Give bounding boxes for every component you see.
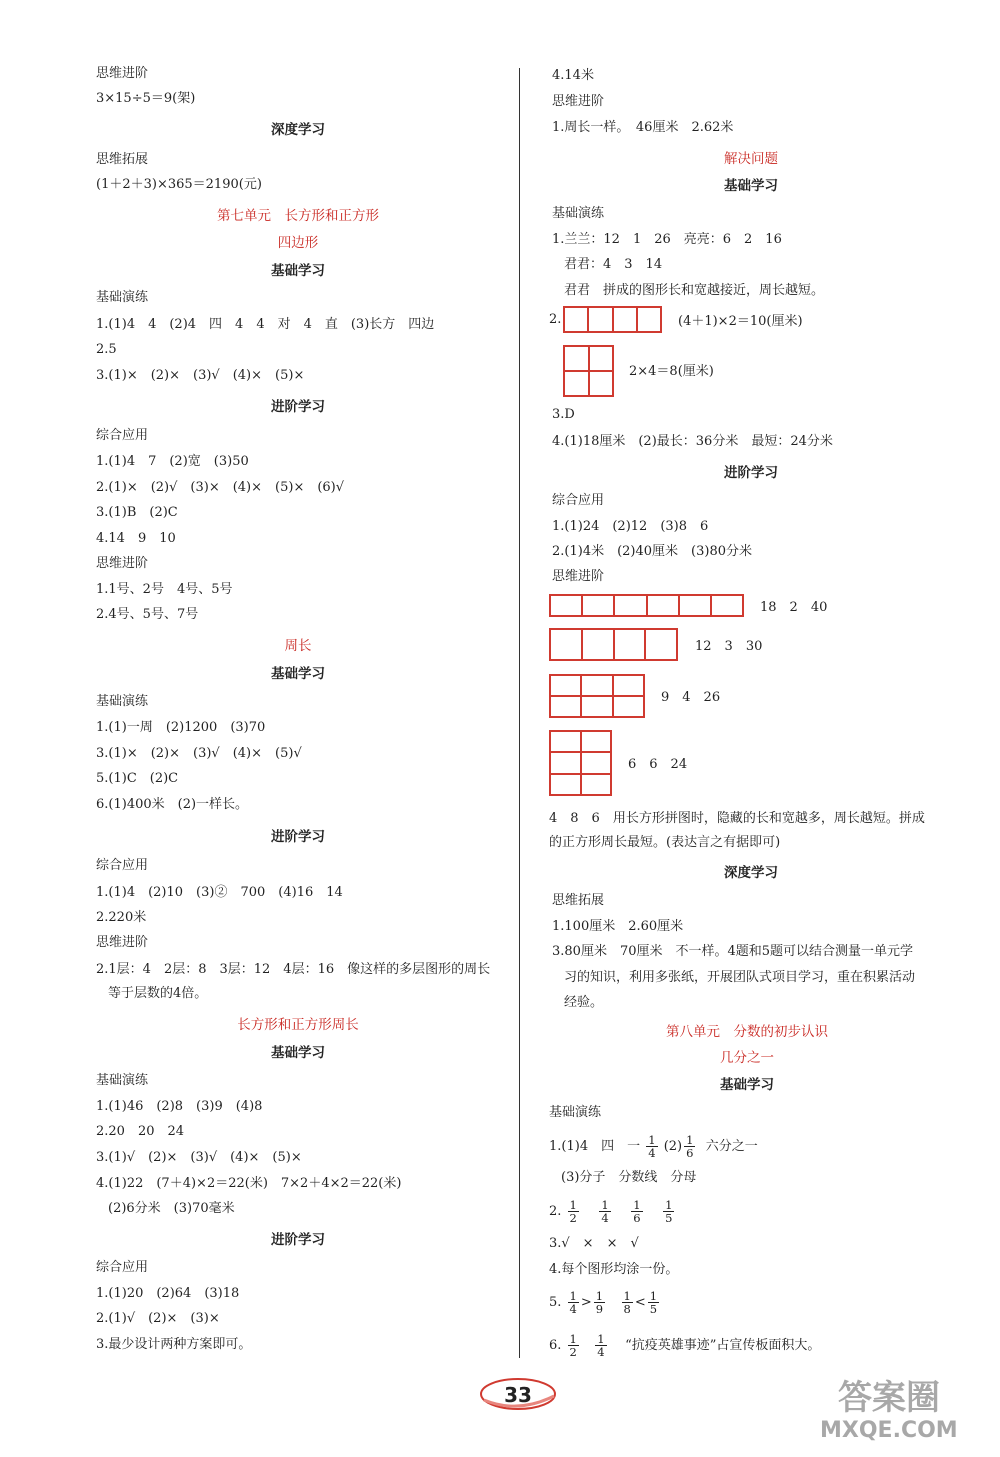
answer-line: 基础演练 bbox=[96, 694, 149, 709]
answer-line: 1.(1)4 (2)10 (3)② 700 (4)16 14 bbox=[96, 885, 343, 900]
unit-title: 四边形 bbox=[277, 235, 319, 251]
answer-line: 3.√ × × √ bbox=[549, 1236, 639, 1251]
answer-line: 3.(1)× (2)× (3)√ (4)× (5)× bbox=[96, 368, 305, 383]
answer-line: 3.D bbox=[552, 407, 575, 422]
answer-line: 1.100厘米 2.60厘米 bbox=[552, 919, 684, 934]
grid-cell bbox=[679, 595, 711, 616]
grid-cell bbox=[581, 731, 612, 752]
section-heading: 深度学习 bbox=[271, 122, 325, 138]
answer-line: 3.(1)√ (2)× (3)√ (4)× (5)× bbox=[96, 1150, 302, 1165]
answer-line: 综合应用 bbox=[96, 428, 149, 443]
answer-line: 4.(1)22 (7＋4)×2＝22(米) 7×2＋4×2＝22(米) bbox=[96, 1176, 402, 1191]
grid-cell bbox=[588, 307, 612, 332]
rectangle-grid-figure bbox=[549, 730, 612, 796]
answer-line: 9 4 26 bbox=[661, 690, 721, 705]
grid-cell bbox=[564, 346, 589, 371]
text: > bbox=[580, 1295, 592, 1310]
answer-line: 1.周长一样。 46厘米 2.62米 bbox=[552, 120, 734, 135]
rectangle-grid-figure bbox=[549, 628, 678, 661]
rectangle-grid-figure bbox=[563, 345, 614, 397]
fraction: $\frac{1}{4}$ bbox=[569, 1289, 577, 1316]
answer-line: 2.4号、5号、7号 bbox=[96, 607, 199, 622]
grid-cell bbox=[564, 371, 589, 396]
answer-line: 君君 拼成的图形长和宽越接近，周长越短。 bbox=[564, 283, 825, 298]
grid-cell bbox=[614, 595, 646, 616]
section-heading: 深度学习 bbox=[724, 865, 778, 881]
grid-cell bbox=[613, 675, 644, 696]
watermark-logo: 答案圈 bbox=[838, 1378, 940, 1418]
answer-line: 基础演练 bbox=[96, 1073, 149, 1088]
answer-line: 4 8 6 用长方形拼图时，隐藏的长和宽越多，周长越短。拼成 bbox=[549, 811, 925, 826]
grid-cell bbox=[582, 595, 614, 616]
answer-line: 等于层数的4倍。 bbox=[108, 986, 208, 1001]
grid-cell bbox=[550, 774, 581, 795]
text: 5. bbox=[549, 1295, 562, 1310]
answer-line: 6 6 24 bbox=[628, 757, 688, 772]
section-heading: 进阶学习 bbox=[271, 1232, 325, 1248]
answer-line: 2. bbox=[549, 312, 562, 327]
text: 6. bbox=[549, 1338, 562, 1353]
grid-cell bbox=[550, 675, 581, 696]
answer-line: 18 2 40 bbox=[760, 600, 828, 615]
answer-frac-q2 bbox=[549, 1199, 676, 1224]
answer-line: 2×4＝8(厘米) bbox=[629, 364, 714, 379]
grid-cell bbox=[581, 675, 612, 696]
answer-line: 12 3 30 bbox=[695, 639, 763, 654]
answer-line: 1.兰兰：12 1 26 亮亮：6 2 16 bbox=[552, 232, 782, 247]
text: “抗疫英雄事迹”占宣传板面积大。 bbox=[625, 1338, 821, 1353]
unit-title: 第八单元 分数的初步认识 bbox=[666, 1024, 828, 1040]
answer-line: 基础演练 bbox=[552, 206, 605, 221]
unit-title: 第七单元 长方形和正方形 bbox=[217, 208, 379, 224]
answer-line: 1.(1)20 (2)64 (3)18 bbox=[96, 1286, 240, 1301]
answer-line: 2.5 bbox=[96, 342, 117, 357]
fraction: $\frac{1}{8}$ bbox=[623, 1289, 631, 1316]
text: 六分之一 bbox=[705, 1139, 758, 1154]
answer-line: 的正方形周长最短。(表达言之有据即可) bbox=[549, 835, 781, 850]
page-number-badge bbox=[478, 1376, 558, 1412]
grid-cell bbox=[711, 595, 743, 616]
answer-line: (3)分子 分数线 分母 bbox=[561, 1170, 697, 1185]
answer-line: 基础演练 bbox=[96, 290, 149, 305]
grid-cell bbox=[564, 307, 588, 332]
answer-line: 综合应用 bbox=[552, 493, 605, 508]
column-divider bbox=[519, 68, 520, 1358]
answer-line: 思维拓展 bbox=[96, 152, 149, 167]
unit-title: 周长 bbox=[284, 638, 312, 654]
answer-line: (2)6分米 (3)70毫米 bbox=[108, 1201, 235, 1216]
answer-line: 3.80厘米 70厘米 不一样。4题和5题可以结合测量一单元学 bbox=[552, 944, 914, 959]
fraction: $\frac{1}{6}$ bbox=[633, 1198, 641, 1225]
page-number: 33 bbox=[504, 1383, 532, 1407]
fraction: $\frac{1}{4}$ bbox=[597, 1332, 605, 1359]
section-heading: 进阶学习 bbox=[271, 399, 325, 415]
answer-line: 基础演练 bbox=[549, 1105, 602, 1120]
grid-cell bbox=[613, 307, 637, 332]
answer-line: 4.每个图形均涂一份。 bbox=[549, 1262, 679, 1277]
fraction: $\frac{1}{4}$ bbox=[648, 1133, 656, 1160]
grid-cell bbox=[645, 629, 677, 660]
grid-cell bbox=[581, 752, 612, 773]
unit-title: 解决问题 bbox=[724, 151, 778, 167]
answer-line: 君君：4 3 14 bbox=[564, 257, 663, 272]
grid-cell bbox=[550, 696, 581, 717]
answer-line: 3.(1)× (2)× (3)√ (4)× (5)√ bbox=[96, 746, 302, 761]
answer-line: 思维进阶 bbox=[552, 94, 605, 109]
fraction: $\frac{1}{5}$ bbox=[649, 1289, 658, 1316]
grid-cell bbox=[589, 371, 614, 396]
section-heading: 基础学习 bbox=[271, 263, 325, 279]
text: < bbox=[634, 1295, 646, 1310]
answer-line: 2.(1)4米 (2)40厘米 (3)80分米 bbox=[552, 544, 753, 559]
grid-cell bbox=[550, 752, 581, 773]
answer-line: 1.(1)4 7 (2)宽 (3)50 bbox=[96, 454, 249, 469]
text: 1.(1)4 四 一 bbox=[549, 1139, 641, 1154]
answer-line: 4.(1)18厘米 (2)最长：36分米 最短：24分米 bbox=[552, 434, 833, 449]
grid-cell bbox=[581, 696, 612, 717]
fraction: $\frac{1}{6}$ bbox=[686, 1133, 694, 1160]
section-heading: 基础学习 bbox=[271, 1045, 325, 1061]
answer-line: 1.(1)一周 (2)1200 (3)70 bbox=[96, 720, 266, 735]
rectangle-grid-figure bbox=[563, 306, 662, 333]
answer-frac-q1 bbox=[549, 1134, 758, 1159]
rectangle-grid-figure bbox=[549, 594, 744, 617]
answer-line: 思维进阶 bbox=[552, 569, 605, 584]
section-heading: 进阶学习 bbox=[271, 829, 325, 845]
fraction: $\frac{1}{9}$ bbox=[595, 1289, 604, 1316]
answer-line: 习的知识，利用多张纸，开展团队式项目学习，重在积累活动 bbox=[564, 970, 916, 985]
answer-line: 2.220米 bbox=[96, 910, 147, 925]
rectangle-grid-figure bbox=[549, 674, 645, 718]
section-heading: 进阶学习 bbox=[724, 465, 778, 481]
unit-title: 长方形和正方形周长 bbox=[237, 1017, 359, 1033]
answer-line: 1.(1)46 (2)8 (3)9 (4)8 bbox=[96, 1099, 263, 1114]
answer-line: 1.1号、2号 4号、5号 bbox=[96, 582, 233, 597]
answer-line: (4＋1)×2＝10(厘米) bbox=[678, 314, 803, 329]
answer-line: (1＋2＋3)×365＝2190(元) bbox=[96, 177, 262, 192]
grid-cell bbox=[581, 774, 612, 795]
grid-cell bbox=[550, 731, 581, 752]
grid-cell bbox=[550, 629, 582, 660]
answer-line: 综合应用 bbox=[96, 858, 149, 873]
answer-line: 思维进阶 bbox=[96, 66, 149, 81]
unit-title: 几分之一 bbox=[720, 1050, 774, 1066]
text: 2. bbox=[549, 1204, 562, 1219]
grid-cell bbox=[637, 307, 661, 332]
fraction: $\frac{1}{4}$ bbox=[601, 1198, 609, 1225]
answer-line: 3.最少设计两种方案即可。 bbox=[96, 1337, 252, 1352]
section-heading: 基础学习 bbox=[271, 666, 325, 682]
grid-cell bbox=[614, 629, 646, 660]
section-heading: 基础学习 bbox=[720, 1077, 774, 1093]
answer-line: 3×15÷5＝9(架) bbox=[96, 91, 196, 106]
watermark-url: MXQE.COM bbox=[820, 1418, 958, 1443]
answer-frac-q6 bbox=[549, 1333, 820, 1358]
grid-cell bbox=[550, 595, 582, 616]
answer-line: 经验。 bbox=[564, 995, 604, 1010]
answer-line: 2.(1)× (2)√ (3)× (4)× (5)× (6)√ bbox=[96, 480, 345, 495]
answer-line: 3.(1)B (2)C bbox=[96, 505, 178, 520]
answer-line: 5.(1)C (2)C bbox=[96, 771, 179, 786]
fraction: $\frac{1}{2}$ bbox=[569, 1332, 577, 1359]
grid-cell bbox=[647, 595, 679, 616]
grid-cell bbox=[589, 346, 614, 371]
answer-line: 思维拓展 bbox=[552, 893, 605, 908]
section-heading: 基础学习 bbox=[724, 178, 778, 194]
answer-line: 1.(1)4 4 (2)4 四 4 4 对 4 直 (3)长方 四边 bbox=[96, 317, 435, 332]
answer-line: 1.(1)24 (2)12 (3)8 6 bbox=[552, 519, 709, 534]
answer-line: 2.20 20 24 bbox=[96, 1124, 185, 1139]
fraction: $\frac{1}{2}$ bbox=[569, 1198, 577, 1225]
text: (2) bbox=[663, 1139, 683, 1154]
answer-line: 思维进阶 bbox=[96, 556, 149, 571]
answer-line: 思维进阶 bbox=[96, 935, 149, 950]
answer-line: 4.14 9 10 bbox=[96, 531, 176, 546]
answer-line: 2.(1)√ (2)× (3)× bbox=[96, 1311, 220, 1326]
answer-line: 2.1层：4 2层：8 3层：12 4层：16 像这样的多层图形的周长 bbox=[96, 962, 491, 977]
answer-frac-q5 bbox=[549, 1290, 661, 1315]
answer-line: 综合应用 bbox=[96, 1260, 149, 1275]
grid-cell bbox=[613, 696, 644, 717]
answer-line: 6.(1)400米 (2)一样长。 bbox=[96, 797, 249, 812]
grid-cell bbox=[582, 629, 614, 660]
answer-line: 4.14米 bbox=[552, 68, 594, 83]
fraction: $\frac{1}{5}$ bbox=[665, 1198, 673, 1225]
